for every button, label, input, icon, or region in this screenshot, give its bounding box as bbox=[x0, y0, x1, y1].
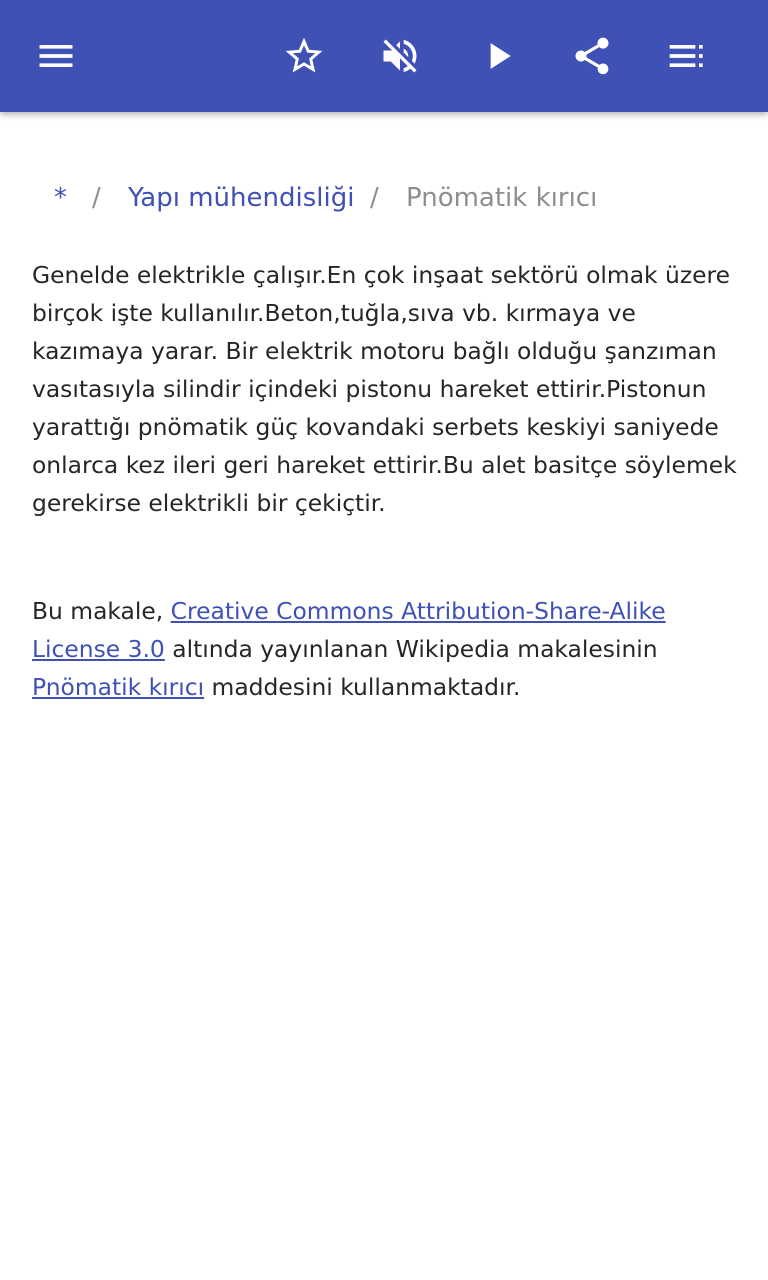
table-of-contents-button[interactable] bbox=[660, 28, 716, 84]
share-icon bbox=[570, 34, 614, 78]
share-button[interactable] bbox=[564, 28, 620, 84]
breadcrumb bbox=[32, 178, 736, 218]
play-button[interactable] bbox=[470, 28, 526, 84]
source-article-link[interactable]: Pnömatik kırıcı bbox=[32, 673, 205, 701]
menu-button[interactable] bbox=[28, 28, 84, 84]
playlist-icon bbox=[666, 34, 710, 78]
breadcrumb-parent-link[interactable]: Yapı mühendisliği bbox=[128, 183, 355, 213]
breadcrumb-current-page: Pnömatik kırıcı bbox=[406, 183, 598, 213]
volume-off-icon bbox=[378, 34, 422, 78]
star-outline-icon bbox=[282, 34, 326, 78]
breadcrumb-separator: / bbox=[370, 183, 379, 213]
article-body: Genelde elektrikle çalışır.En çok inşaat sektörü olmak üzere birçok işte kullanılır.Beton,tuğla,sıva vb. kırmaya ve kazımaya yarar. Bir elektrik motoru bağlı olduğu şanzıman vasıtasıyla silindir içindeki pistonu hareket ettirir.Pistonun yarattığı pnömatik güç kovandaki serbets keskiyi saniyede onlarca kez ileri geri hareket ettirir.Bu alet basitçe söylemek gerekirse elektrikli bir çekiçtir. bbox=[32, 261, 737, 517]
favorite-button[interactable] bbox=[276, 28, 332, 84]
attribution-middle: altında yayınlanan Wikipedia makalesinin bbox=[164, 635, 658, 663]
breadcrumb-separator: / bbox=[92, 183, 101, 213]
attribution-text bbox=[32, 592, 744, 706]
breadcrumb-home-link[interactable]: * bbox=[54, 183, 67, 213]
license-link[interactable]: Creative Commons Attribution-Share-Alike License 3.0 bbox=[32, 597, 666, 663]
attribution-suffix: maddesini kullanmaktadır. bbox=[204, 673, 521, 701]
attribution-prefix: Bu makale, bbox=[32, 597, 171, 625]
app-toolbar bbox=[0, 0, 768, 112]
play-icon bbox=[476, 34, 520, 78]
menu-icon bbox=[34, 34, 78, 78]
mute-button[interactable] bbox=[372, 28, 428, 84]
